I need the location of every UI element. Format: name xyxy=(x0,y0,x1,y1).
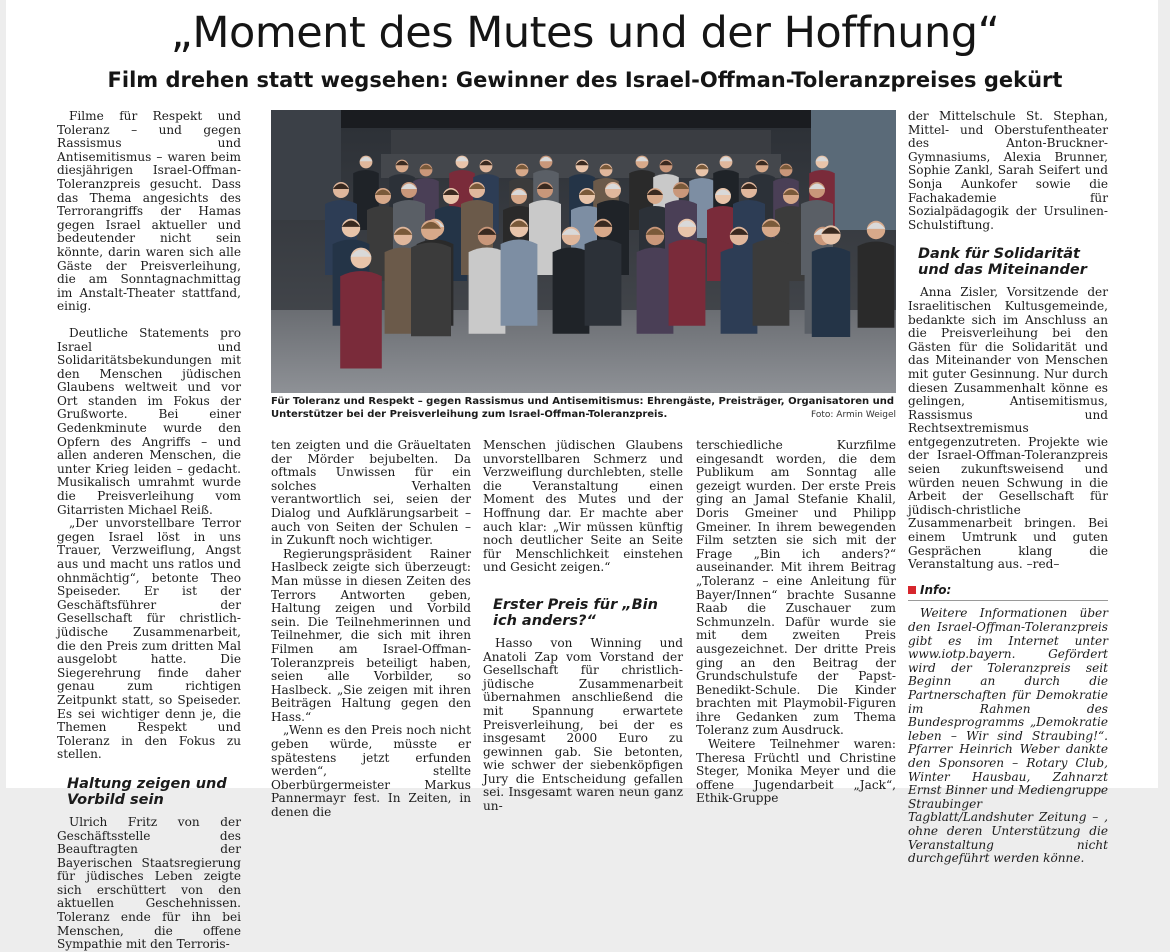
article-column-3 xyxy=(483,439,683,814)
info-heading-label: Info: xyxy=(920,582,952,597)
paragraph: Deutliche Statements pro Israel und Solidaritätsbekundungen mit den Menschen jüdischen Glaubens weltweit und vor Ort standen im Fokus der Grußworte. Bei einer Gedenkminute wurde den Opfern des Angriffs – und allen anderen Menschen, die unter Krieg leiden – gedacht. Musikalisch umrahmt wurde die Preisverleihung vom Gitarristen Michael Reiß. xyxy=(57,325,241,517)
article-column-1 xyxy=(57,110,241,952)
headline: „Moment des Mutes und der Hoffnung“ xyxy=(170,8,1000,58)
photo-credit: Foto: Armin Weigel xyxy=(811,409,896,420)
paragraph: Filme für Respekt und Toleranz – und gegen Rassismus und Antisemitismus – waren beim diesjährigen Israel-Offman-Toleranzpreis gesucht. Dass das Thema angesichts des Terrorangriffs der Hamas gegen Israel aktueller und bedeutender nicht sein könnte, darin waren sich alle Gäste der Preisverleihung, die am Sonntagnachmittag im Anstalt-Theater stattfand, einig. xyxy=(57,109,241,314)
paragraph: terschiedliche Kurzfilme eingesandt worden, die dem Publikum am Sonntag alle gezeigt wurden. Der erste Preis ging an Jamal Stefanie Khalil, Doris Gmeiner und Philipp Gmeiner. In ihrem bewegenden Film setzten sie sich mit der Frage „Bin ich anders?“ auseinander. Mit ihrem Beitrag „Toleranz – eine Anleitung für Bayer/Innen“ brachte Susanne Raab die Zuschauer zum Schmunzeln. Dafür wurde sie mit dem zweiten Preis ausgezeichnet. Der dritte Preis ging an den Beitrag der Grundschulstufe der Papst-Benedikt-Schule. Die Kinder brachten mit Playmobil-Figuren ihre Gedanken zum Thema Toleranz zum Ausdruck. xyxy=(696,438,896,738)
paragraph: Regierungspräsident Rainer Haslbeck zeigte sich überzeugt: Man müsse in diesen Zeiten des Terrors Antworten geben, Haltung zeigen und Vorbild sein. Die Teilnehmerinnen und Teilnehmer, die sich mit ihren Filmen am Israel-Offman-Toleranzpreis beteiligt haben, seien alle Vorbilder, so Haslbeck. „Sie zeigen mit ihren Beiträgen Haltung gegen den Hass.“ xyxy=(271,546,471,724)
paragraph: Hasso von Winning und Anatoli Zap vom Vorstand der Gesellschaft für christlich-jüdische Zusammenarbeit übernahmen anschließend die mit Spannung erwartete Preisverleihung, bei der es insgesamt 2000 Euro zu gewinnen gab. Sie betonten, wie schwer der siebenköpfigen Jury die Entscheidung gefallen sei. Insgesamt waren neun ganz un- xyxy=(483,635,683,814)
info-box-heading xyxy=(908,584,1108,602)
article-column-4 xyxy=(696,439,896,806)
paragraph: Ulrich Fritz von der Geschäftsstelle des Beauftragten der Bayerischen Staatsregierung für jüdisches Leben zeigte sich erschüttert von den aktuellen Geschehnissen. Toleranz ende für ihn bei Menschen, die offene Sympathie mit den Terroris- xyxy=(57,814,241,952)
article-column-2 xyxy=(271,439,471,820)
article-column-5 xyxy=(908,110,1108,866)
paragraph: Weitere Teilnehmer waren: Theresa Früchtl und Christine Steger, Monika Meyer und die offene Jugendarbeit „Jack“, Ethik-Gruppe xyxy=(696,737,896,806)
paragraph: ten zeigten und die Gräueltaten der Mörder bejubelten. Da oftmals Unwissen für ein solches Verhalten verantwortlich sei, seien der Dialog und Aufklärungsarbeit – auch von Seiten der Schulen – in Zukunft noch wichtiger. xyxy=(271,438,471,548)
group-photo xyxy=(271,110,896,393)
subheadline: Film drehen statt wegsehen: Gewinner des Israel-Offman-Toleranzpreises gekürt xyxy=(107,68,1063,92)
photo-caption xyxy=(271,396,896,421)
caption-text: Für Toleranz und Respekt – gegen Rassismus und Antisemitismus: Ehrengäste, Preisträger, Organisatoren und Unterstützer bei der Preisverleihung zum Israel-Offman-Toleranzpreis. xyxy=(271,396,895,420)
paragraph: der Mittelschule St. Stephan, Mittel- und Oberstufentheater des Anton-Bruckner-Gymnasiums, Alexia Brunner, Sophie Zankl, Sarah Seifert und Sonja Aunkofer sowie die Fachakademie für Sozialpädagogik der Ursulinen-Schulstiftung. xyxy=(908,109,1108,232)
section-subtitle: Dank für Solidarität und das Miteinander xyxy=(918,246,1087,279)
info-text: Weitere Informationen über den Israel-Offman-Toleranzpreis gibt es im Internet unter www.iotp.bayern. Gefördert wird der Toleranzpreis seit Beginn an durch die Partnerschaften für Demokratie im Rahmen des Bundesprogramms „Demokratie leben – Wir sind Straubing!“. Pfarrer Heinrich Weber dankte den Sponsoren – Rotary Club, Winter Hausbau, Zahnarzt Ernst Binner und Mediengruppe Straubinger Tagblatt/Landshuter Zeitung – , ohne deren Unterstützung die Veranstaltung nicht durchgeführt werden könne. xyxy=(908,606,1108,866)
group-photo-image xyxy=(271,110,896,393)
section-subtitle: Haltung zeigen und Vorbild sein xyxy=(67,775,227,808)
section-subtitle: Erster Preis für „Bin ich anders?“ xyxy=(493,596,658,629)
paragraph: „Wenn es den Preis noch nicht geben würde, müsste er spätestens jetzt erfunden werden“, stellte Oberbürgermeister Markus Pannermayr fest. In Zeiten, in denen die xyxy=(271,723,471,820)
red-square-icon xyxy=(908,586,916,594)
paragraph: „Der unvorstellbare Terror gegen Israel löst in uns Trauer, Verzweiflung, Angst aus und macht uns ratlos und ohnmächtig“, betonte Theo Speiseder. Er ist der Geschäftsführer der Gesellschaft für christlich-jüdische Zusammenarbeit, die den Preis zum dritten Mal ausgelobt hatte. Die Siegerehrung finde daher genau zum richtigen Zeitpunkt statt, so Speiseder. Es sei wichtiger denn je, die Themen Respekt und Toleranz in den Fokus zu stellen. xyxy=(57,516,241,762)
paragraph: Menschen jüdischen Glaubens unvorstellbaren Schmerz und Verzweiflung durchlebten, stelle die Veranstaltung einen Moment des Mutes und der Hoffnung dar. Er machte aber auch klar: „Wir müssen künftig noch deutlicher Seite an Seite für Menschlichkeit einstehen und Gesicht zeigen.“ xyxy=(483,438,683,575)
paragraph: Anna Zisler, Vorsitzende der Israelitischen Kultusgemeinde, bedankte sich im Anschluss an die Preisverleihung bei den Gästen für die Solidarität und das Miteinander von Menschen mit guter Gesinnung. Nur durch diesen Zusammenhalt könne es gelingen, Antisemitismus, Rassismus und Rechtsextremismus entgegenzutreten. Projekte wie der Israel-Offman-Toleranzpreis seien zukunftsweisend und würden neuen Schwung in die Arbeit der Gesellschaft für jüdisch-christliche Zusammenarbeit bringen. Bei einem Umtrunk und guten Gesprächen klang die Veranstaltung aus. –red– xyxy=(908,285,1108,572)
